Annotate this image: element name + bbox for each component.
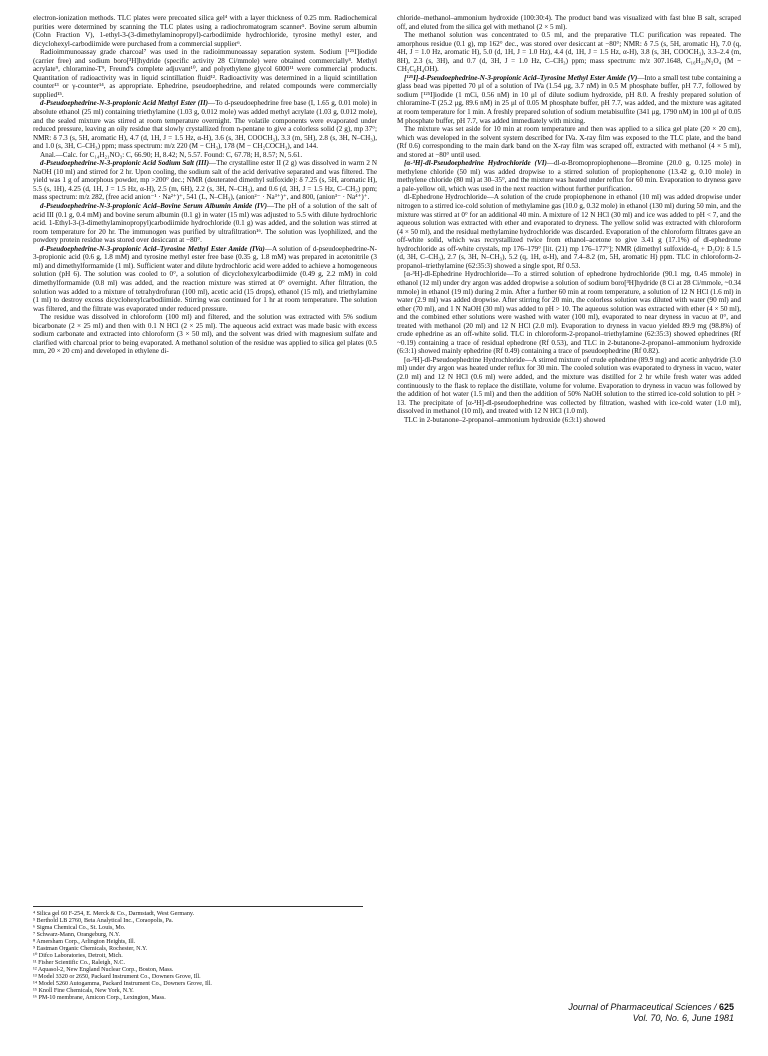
section-heading: d-Pseudoephedrine-N-3-propionic Acid–Tyrosine Methyl Ester Amide (IVa) [40,244,265,253]
footnote: ¹² Aquasol-2, New England Nuclear Corp., Boston, Mass. [33,967,174,973]
paragraph-text: The mixture was set aside for 10 min at room temperature and then was applied to a silica gel plate (20 × 20 cm), which was developed in the solvent system described for IVa. X-ray film was exposed to the TLC plate, and the band (Rf 0.6) corresponding to the main dark band on the X-ray film was scraped off, extracted with methanol (4 × 5 ml), and stored at −80° until used. [397,125,741,159]
paragraph [33,313,377,356]
paragraph-text: TLC in 2-butanone–2-propanol–ammonium hydroxide (6:3:1) showed [404,415,606,424]
footnote: ¹⁴ Model 5260 Autogamma, Packard Instrument Co., Downers Grove, Ill. [33,981,212,987]
paragraph [33,48,377,99]
paragraph [33,99,377,150]
journal-name: Journal of Pharmaceutical Sciences / [568,1002,719,1012]
section-heading: [¹²⁵I]-d-Pseudoephedrine-N-3-propionic Acid–Tyrosine Methyl Ester Amide (V) [404,73,638,82]
paragraph [397,14,741,31]
footnote: ¹³ Model 3320 or 2650, Packard Instrument Co., Downers Grove, Ill. [33,974,201,980]
paragraph [33,159,377,202]
footnotes [33,906,363,1002]
paragraph-text: The residue was dissolved in chloroform (100 ml) and filtered, and the solution was extracted with 5% sodium bicarbonate (2 × 25 ml) and then with 0.1 N HCl (2 × 25 ml). The aqueous acid extract was made basic with excess sodium carbonate and extracted into chloroform (3 × 50 ml), and the solvent was dried with magnesium sulfate and clarified with charcoal prior to being evaporated. A methanol solution of the residue was applied to silica gel plates (0.5 mm, 20 × 20 cm) and developed in ethylene di- [33,313,377,356]
footnote: ¹⁵ Knoll Fine Chemicals, New York, N.Y. [33,988,134,994]
section-heading: d-Pseudoephedrine-N-3-propionic Acid–Bovine Serum Albumin Amide (IV) [40,202,267,211]
footnote: ⁵ Berthold LB 2760, Beta Analytical Inc., Coraopolis, Pa. [33,918,174,924]
paragraph [397,31,741,74]
paragraph-text: Anal.—Calc. for C₁₄H₂₁NO₃: C, 66.90; H, 8.42; N, 5.57. Found: C, 67.78; H, 8.57; N, 5.61. [40,150,303,159]
paragraph-text: dl-Ephedrone Hydrochloride—A solution of the crude propiophenone in ethanol (10 ml) was added dropwise under nitrogen to a stirred ice-cold solution of methylamine gas (10.0 g, 0.32 mole) in ethanol (130 ml) during 50 min, and the mixture was stirred at 0° for an additional 40 min. A mixture of 12 N HCl (30 ml) and ice was added to pH < 7, and the aqueous solution was extracted with ether and evaporated to dryness. The yellow solid was extracted with chloroform (4 × 50 ml), and the residual methylamine hydrochloride was discarded. Evaporation of the chloroform filtrates gave an off-white solid, which was recrystallized twice from ethanol–acetone to give 3.41 g (17.1%) of dl-ephedrone hydrochloride as off-white crystals, mp 176–179° [lit. (21) mp 176–177°]; NMR (dimethyl sulfoxide-d₆ + D₂O): δ 1.5 (d, 3H, C–CH₃), 2.7 (s, 3H, N–CH₃), 5.2 (q, 1H, α-H), and 7.4–8.2 (m, 5H, aromatic H) ppm. TLC in chloroform-2-propanol–triethylamine (62:35:3) showed a single spot, Rf 0.53. [397,193,741,270]
paragraph [397,356,741,416]
paragraph-text: [α-³H]-dl-Pseudoephedrine Hydrochloride—A stirred mixture of crude ephedrine (89.9 mg) and acetic anhydride (3.0 ml) under dry argon was heated under reflux for 30 min. The cooled solution was evaporated to dryness in vacuo, water (2.0 ml) and 12 N HCl (0.6 ml) were added, and the mixture was distilled for 2 hr while fresh water was added continuously to the flask to replace the distillate, volume for volume. Evaporation to dryness in vacuo was followed by the addition of hot water (1.5 ml) and then the addition of 50% NaOH solution to the stirred ice-cold solution to pH > 13. The precipitate of [α-³H]-dl-pseudoephedrine was collected by filtration, washed with ice-cold water (1.0 ml), dissolved in methanol (10 ml), and treated with 12 N HCl (1.0 ml). [397,355,741,416]
left-column [33,14,377,356]
journal-footer [548,1002,734,1024]
footnote: ⁸ Amersham Corp., Arlington Heights, Ill. [33,939,136,945]
right-column [397,14,741,424]
paragraph-text: —The pH of a solution of the salt of acid III (0.1 g, 0.4 mM) and bovine serum albumin (0.1 g) in water (15 ml) was adjusted to 5.5 with dilute hydrochloric acid. 1-Ethyl-3-(3-dimethylaminopropyl)carbodiimide hydrochloride (0.1 g) was added, and the solution was stirred at room temperature for 20 hr. The immunogen was purified by ultrafiltration¹⁶. The solution was lyophilized, and the powdery protein residue was stored over desiccant at −80°. [33,202,377,245]
footnote: ⁶ Sigma Chemical Co., St. Louis, Mo. [33,925,126,931]
paragraph-text: —dl-α-Bromopropiophenone—Bromine (20.0 g, 0.125 mole) in methylene chloride (50 ml) was added dropwise to a stirred solution of propiophenone (13.42 g, 0.10 mole) in methylene chloride (80 ml) at 30–35°, and the mixture was heated under reflux for 60 min. Evaporation to dryness gave a pale-yellow oil, which was used in the next reaction without further purification. [397,159,741,193]
footnote: ¹¹ Fisher Scientific Co., Raleigh, N.C. [33,960,126,966]
paragraph-text: —To d-pseudoephedrine free base (I, 1.65 g, 0.01 mole) in absolute ethanol (25 ml) containing triethylamine (1.03 g, 0.012 mole) was added methyl acrylate (1.03 g, 0.012 mole), and the sealed mixture was stirred at room temperature overnight. The volatile components were evaporated under reduced pressure, leaving an oily residue that slowly crystallized from n-pentane to give a colorless solid (2 g), mp 37°; NMR: δ 7.3 (s, 5H, aromatic H), 4.7 (d, 1H, J = 1.5 Hz, α-H), 3.6 (s, 3H, COOCH₃), 3.3 (m, 5H), 2.8 (s, 3H, N–CH₃), and 1.0 (s, 3H, C–CH₃) ppm; mass spectrum: m/z 220 (M − CH₃), 178 (M − CH₂COCH₃), and 144. [33,99,377,151]
footnote: ⁹ Eastman Organic Chemicals, Rochester, N.Y. [33,946,148,952]
paragraph-text: [α-³H]-dl-Ephedrine Hydrochloride—To a stirred solution of ephedrone hydrochloride (90.1 mg, 0.45 mmole) in ethanol (12 ml) under dry argon was added dropwise a solution of sodium boro[³H]hydride (8 Ci at 28 Ci/mmole, ~0.34 mmole) in ethanol (19 ml) during 2 min. After a further 60 min at room temperature, a solution of 12 N HCl (1.6 ml) in water (2.9 ml) was added dropwise. After stirring for 20 min, the colorless solution was diluted with water (90 ml) and ether (70 ml), and 1 N NaOH (30 ml) was added to pH > 10. The aqueous solution was extracted with ether (4 × 50 ml), and the combined ether solutions were washed with water (100 ml), evaporated to near dryness in vacuo at 0°, and treated with methanol (20 ml) and 12 N HCl (2.0 ml). Evaporation to dryness in vacuo yielded 89.9 mg (98.8%) of crude ephedrine as an off-white solid. TLC in chloroform-2-propanol–triethylamine (62:35:3) showed ephedrines (Rf ~0.19) containing a trace of residual ephedrone (Rf 0.53), and TLC in 2-butanone-2-propanol–ammonium hydroxide (6:3:1) showed mainly ephedrine (Rf 0.49) containing a trace of pseudoephedrine (Rf 0.82). [397,270,741,356]
paragraph-text: —A solution of d-pseudoephedrine-N-3-propionic acid (0.6 g, 1.8 mM) and tyrosine methyl ester free base (0.35 g, 1.8 mM) was prepared in acetonitrile (3 ml) and dimethylformamide (1 ml). Sufficient water and dilute hydrochloric acid were added to achieve a homogeneous solution (pH 6). The solution was cooled to 0°, a solution of dicyclohexylcarbodiimide (0.49 g, 2.2 mM) in cold dimethylformamide (0.8 ml) was added, and the reaction mixture was stirred at 0° overnight. After filtration, the solution was added to a mixture of tetrahydrofuran (100 ml), acetic acid (15 drops), ethanol (15 ml), and triethylamine (1 ml) to destroy excess dicyclohexylcarbodiimide. Stirring was continued for 1 hr at room temperature. The solution was filtered, and the filtrate was evaporated under reduced pressure. [33,244,377,313]
paragraph [397,125,741,159]
section-heading: d-Pseudoephedrine-N-3-propionic Acid Methyl Ester (II) [40,99,209,108]
paragraph [397,270,741,355]
footnote: ¹⁶ PM-10 membrane, Amicon Corp., Lexington, Mass. [33,995,166,1001]
paragraph [33,245,377,313]
section-heading: d-Pseudoephedrine-N-3-propionic Acid Sodium Salt (III) [40,159,209,168]
paragraph-text: Radioimmunoassay grade charcoal⁷ was used in the radioimmunoassay separation system. Sodium [¹²⁵I]iodide (carrier free) and sodium boro[³H]hydride (specific activity 28 Ci/mmole) were obtained commercially⁸. Methyl acrylate⁹, chloramine-T⁹, Freund's complete adjuvant¹⁰, and polyethylene glycol 6000¹¹ were commercial products. Quantitation of radioactivity was in liquid scintillation fluid¹². Radioactivity was determined in a liquid scintillation counter¹³ or γ-counter¹⁴, as appropriate. Ephedrine, pseudoephedrine, and related compounds were commercially supplied¹⁵. [33,48,377,99]
section-heading: [α-³H]-dl-Pseudoephedrine Hydrochloride (VI) [404,159,547,168]
paragraph-text: —Into a small test tube containing a glass bead was pipetted 70 μl of a solution of IVa (1.54 μg, 3.7 nM) in 0.5 M phosphate buffer, pH 7.7, followed by sodium [¹²⁵I]iodide (1 mCi, 0.56 nM) in 10 μl of dilute sodium hydroxide, pH 8.0. A freshly prepared solution of chloramine-T (25.2 μg, 89.6 nM) in 25 μl of 0.05 M phosphate buffer, pH 7.7, was added, and the mixture was agitated at room temperature for 1 min. A freshly prepared solution of sodium metabisulfite (341 μg, 1790 nM) in 100 μl of 0.05 M phosphate buffer, pH 7.7, was added immediately with mixing. [397,73,742,125]
page-number: 625 [718,1002,734,1012]
footnote: ⁴ Silica gel 60 F-254, E. Merck & Co., Darmstadt, West Germany. [33,911,195,917]
paragraph [397,159,741,193]
paragraph [33,151,377,160]
paragraph-text: chloride–methanol–ammonium hydroxide (100:30:4). The product band was visualized with fast blue B salt, scraped off, and eluted from the silica gel with methanol (2 × 5 ml). [397,14,741,31]
journal-issue: Vol. 70, No. 6, June 1981 [632,1013,734,1023]
paragraph [397,416,741,425]
paragraph-text: electron-ionization methods. TLC plates were precoated silica gel⁴ with a layer thickness of 0.25 mm. Radiochemical purities were determined by scanning the TLC plates using a radiochromatogram scanner⁵. Bovine serum albumin (Cohn Fraction V), 1-ethyl-3-(3-dimethylaminopropyl)-carbodiimide hydrochloride, tyrosine methyl ester, and dicyclohexyl-carbodiimide were purchased from a commercial supplier⁶. [33,14,377,48]
footnote: ¹⁰ Difco Laboratories, Detroit, Mich. [33,953,123,959]
paragraph-text: —The crystalline ester II (2 g) was dissolved in warm 2 N NaOH (10 ml) and stirred for 2 hr. Upon cooling, the sodium salt of the acid derivative separated and was filtered. The yield was 1 g of amorphous powder, mp >200° dec.; NMR (deuterated dimethyl sulfoxide): δ 7.25 (s, 5H, aromatic H), 5.5 (s, 1H), 4.25 (d, 1H, J = 1.5 Hz, α-H), 2.5 (m, 6H), 2.2 (s, 3H, N–CH₃), and 0.6 (d, 3H, J = 1.5 Hz, C–CH₃) ppm; mass spectrum: m/z 282, (free acid anion⁻¹ · Na²⁺)⁺, 541 (L, N–CH₃), (anion²⁻ · Na³⁺)⁺, and 800, (anion³⁻ · Na⁴⁺)⁺. [33,159,377,202]
footnote: ⁷ Schwarz-Mann, Orangeburg, N.Y. [33,932,121,938]
paragraph [397,74,741,125]
paragraph-text: The methanol solution was concentrated to 0.5 ml, and the preparative TLC purification was repeated. The amorphous residue (0.1 g), mp 162° dec., was stored over desiccant at −80°; NMR: δ 7.5 (s, 5H, aromatic H), 7.0 (q, 4H, J = 1.0 Hz, aromatic H), 5.0 (d, 1H, J = 1.0 Hz), 4.4 (d, 1H, J = 1.5 Hz, α-H), 3.8 (s, 3H, COOCH₃), 3.3–2.4 (m, 8H), 2.3 (s, 3H), and 0.7 (d, 3H, J = 1.0 Hz, C–CH₃) ppm; mass spectrum: m/z 307.1648, C₁₆H₂₃N₂O₄ (M − CH₂C₆H₄OH). [397,31,741,74]
paragraph [33,202,377,245]
paragraph [397,193,741,270]
journal-citation [548,1002,734,1013]
paragraph [33,14,377,48]
